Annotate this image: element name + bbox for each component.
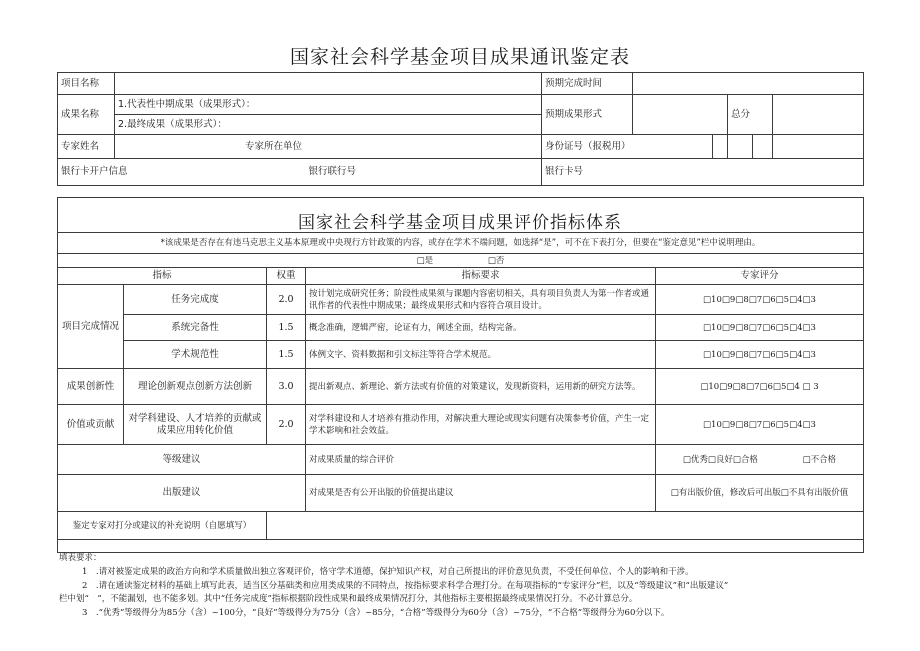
evaluation-table: [57, 232, 864, 540]
note-1: 1 .请对被鉴定成果的政治方向和学术质量做出独立客观评价，恪守学术道德，保护知识产权，对自己所提出的评价意见负责，不受任何单位、个人的影响和干涉。: [82, 567, 694, 577]
grade-option-fail[interactable]: □不合格: [802, 454, 837, 465]
req-innovation: 提出新观点、新理论、新方法或有价值的对策建议，发现新资料，运用新的研究方法等。: [306, 369, 656, 405]
grade-options-pass[interactable]: □优秀□良好□合格: [682, 454, 758, 465]
notes-heading: 填表要求：: [59, 553, 102, 563]
evaluation-title: 国家社会科学基金项目成果评价指标体系: [298, 213, 622, 233]
header-indicator: 指标: [58, 268, 267, 285]
id-cell-2[interactable]: [728, 135, 753, 159]
yes-checkbox[interactable]: □是: [416, 255, 434, 266]
score-value[interactable]: □10□9□8□7□6□5□4□3: [656, 405, 864, 445]
score-academic-norms[interactable]: □10□9□8□7□6□5□4□3: [656, 341, 864, 369]
sub-completeness: 系统完备性: [124, 315, 267, 341]
score-completeness[interactable]: □10□9□8□7□6□5□4□3: [656, 315, 864, 341]
sub-value: 对学科建设、人才培养的贡献或成果应用转化价值: [124, 405, 267, 445]
info-table: [57, 72, 864, 186]
publish-label: 出版建议: [58, 475, 306, 512]
note-2b: 栏中划“ ”，不能漏划，也不能多划。其中“任务完成度”指标根据阶段性成果和最终成果情况打分，其他指标主要根据最终成果情况打分。不必计算总分。: [59, 594, 638, 604]
expected-date-value[interactable]: [633, 73, 864, 95]
sub-task-completion: 任务完成度: [124, 285, 267, 315]
yes-no-row: [58, 254, 864, 268]
group-value: 价值或贡献: [58, 405, 124, 445]
expert-name-label: 专家姓名: [58, 135, 115, 159]
sub-innovation: 理论创新观点创新方法创新: [124, 369, 267, 405]
grade-label: 等级建议: [58, 445, 306, 475]
expected-form-label: 预期成果形式: [542, 95, 633, 135]
note-2a: 2 .请在通读鉴定材料的基础上填写此表，适当区分基础类和应用类成果的不同特点，按指标要求科学合理打分。在每项指标的“专家评分”栏，以及“等级建议”和“出版建议”: [82, 581, 729, 591]
publish-options[interactable]: □有出版价值，修改后可出版□不具有出版价值: [656, 475, 864, 512]
group-innovation: 成果创新性: [58, 369, 124, 405]
expected-form-value[interactable]: [633, 95, 728, 135]
weight-value: 2.0: [267, 405, 306, 445]
header-requirement: 指标要求: [306, 268, 656, 285]
result-name-label: 成果名称: [58, 95, 115, 135]
publish-requirement: 对成果是否有公开出版的价值提出建议: [306, 475, 656, 512]
bank-info-row: [58, 159, 542, 186]
header-weight: 权重: [267, 268, 306, 285]
interim-result-field[interactable]: 1.代表性中期成果（成果形式）：: [115, 95, 542, 115]
req-value: 对学科建设和人才培养有推动作用，对解决重大理论或现实问题有决策参考价值，产生一定学术影响和社会效益。: [306, 405, 656, 445]
group-completion: 项目完成情况: [58, 285, 124, 369]
id-cell-3[interactable]: [753, 135, 773, 159]
score-task-completion[interactable]: □10□9□8□7□6□5□4□3: [656, 285, 864, 315]
sub-academic-norms: 学术规范性: [124, 341, 267, 369]
final-result-field[interactable]: 2.最终成果（成果形式）：: [115, 115, 542, 135]
political-notice: *该成果是否存在有违马克思主义基本原理或中央现行方针政策的内容，或存在学术不端问题，如选择“是”，可不在下表打分，但要在“鉴定意见”栏中说明理由。: [58, 233, 864, 254]
score-innovation[interactable]: □10□9□8□7□6□5□4 □ 3: [656, 369, 864, 405]
form-title: 国家社会科学基金项目成果通讯鉴定表: [289, 46, 630, 68]
project-name-label: 项目名称: [58, 73, 115, 95]
id-cell-4[interactable]: [773, 135, 864, 159]
id-number-label: 身份证号（报税用）: [542, 135, 713, 159]
req-task-completion: 按计划完成研究任务；阶段性成果须与课题内容密切相关，具有项目负责人为第一作者或通讯作者的代表性中期成果；最终成果形式和内容符合项目设计。: [306, 285, 656, 315]
expected-date-label: 预期完成时间: [542, 73, 633, 95]
weight-task-completion: 2.0: [267, 285, 306, 315]
bank-card-label: 银行卡号: [542, 159, 864, 186]
total-score-value[interactable]: [773, 95, 864, 135]
bank-account-label: 银行卡开户信息: [61, 166, 128, 177]
weight-completeness: 1.5: [267, 315, 306, 341]
supplement-label: 鉴定专家对打分或建议的补充说明（自愿填写）: [58, 512, 267, 540]
grade-options: [656, 445, 864, 475]
total-score-label: 总分: [728, 95, 773, 135]
grade-requirement: 对成果质量的综合评价: [306, 445, 656, 475]
supplement-value[interactable]: [267, 512, 864, 540]
project-name-value[interactable]: [115, 73, 542, 95]
no-checkbox[interactable]: □否: [487, 255, 505, 266]
header-score: 专家评分: [656, 268, 864, 285]
weight-academic-norms: 1.5: [267, 341, 306, 369]
req-academic-norms: 体例文字、资料数据和引文标注等符合学术规范。: [306, 341, 656, 369]
req-completeness: 概念准确，逻辑严密，论证有力，阐述全面，结构完备。: [306, 315, 656, 341]
id-cell-1[interactable]: [713, 135, 728, 159]
expert-unit-label: 专家所在单位: [115, 135, 542, 159]
note-3: 3 .“优秀”等级得分为85分（含）~100分，“良好”等级得分为75分（含）~85分，“合格”等级得分为60分（含）~75分，“不合格”等级得分为60分以下。: [82, 608, 670, 618]
weight-innovation: 3.0: [267, 369, 306, 405]
bank-branch-label: 银行联行号: [308, 166, 357, 177]
